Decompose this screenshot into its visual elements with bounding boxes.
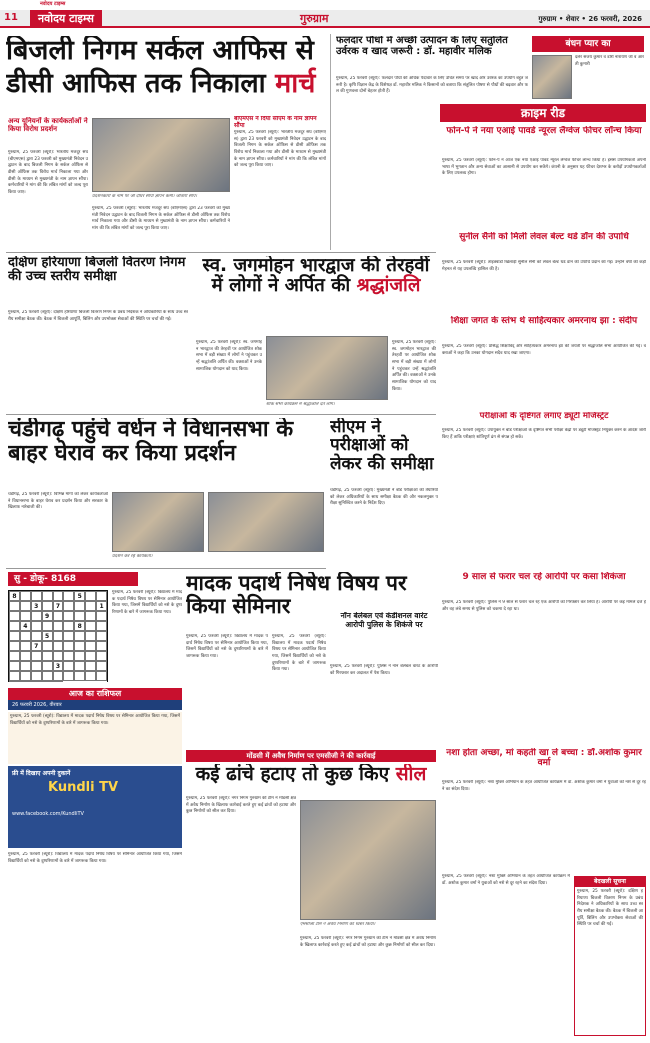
story1-bullet xyxy=(8,117,88,147)
story2-headline-text: फलदार पौधों में अच्छी उत्पादन के लिए संतुलित उर्वरक व खाद जरूरी : डॉ. महावीर मलिक xyxy=(336,36,508,57)
sudoku-cell xyxy=(96,611,107,621)
sudoku-cell xyxy=(85,671,96,681)
sudoku-cell xyxy=(20,681,31,682)
sudoku-cell: 9 xyxy=(42,611,53,621)
sudoku-cell xyxy=(85,621,96,631)
ad-brand: Kundli TV xyxy=(48,780,119,795)
story7 xyxy=(330,418,438,484)
sudoku-cell xyxy=(96,591,107,601)
sudoku-grid xyxy=(8,590,108,682)
sudoku-cell xyxy=(9,621,20,631)
sudoku-cell xyxy=(9,601,20,611)
sudoku-cell xyxy=(20,611,31,621)
crime2 xyxy=(442,232,646,258)
sudoku-cell xyxy=(85,641,96,651)
sudoku-cell xyxy=(42,651,53,661)
sudoku-cell xyxy=(85,591,96,601)
notice-body: गुरुग्राम, 25 फरवरी (ब्यूरो): दक्षिण हरियाणा बिजली वितरण निगम के प्रबंध निदेशक ने अधिकारियों के साथ उच्च स्तरीय समीक्षा बैठक की। बैठक में बिजली आपूर्ति, बिलिंग और उपभोक्ता सेवाओं की स्थिति पर चर्चा की गई। xyxy=(577,889,643,928)
sudoku-cell xyxy=(9,641,20,651)
sudoku-cell xyxy=(74,651,85,661)
divider xyxy=(330,34,331,250)
story8-body: गुरुग्राम, 25 फरवरी (ब्यूरो): पुलिस ने नॉन बेलेबल वारंट के आरोपी को गिरफ्तार कर अदालत में पेश किया। xyxy=(330,664,438,676)
sudoku-cell xyxy=(74,661,85,671)
sudoku-cell xyxy=(20,591,31,601)
story6-caption: प्रदर्शन कर रहे कार्यकर्ता। xyxy=(112,554,153,559)
sudoku-cell xyxy=(74,601,85,611)
crime1-headline: फोन-पे ने नया एआई पावर्ड न्यूरल लैंग्वेज फीचर लॉन्च किया xyxy=(446,126,642,136)
sudoku-cell xyxy=(31,661,42,671)
divider xyxy=(6,568,326,569)
sudoku-cell xyxy=(63,671,74,681)
crime4-headline: परीक्षाओं के दृष्टिगत लगाए ड्यूटी मजिस्ट्रेट xyxy=(479,412,609,421)
sudoku-cell xyxy=(96,631,107,641)
story1-body: गुरुग्राम, 25 फरवरी (ब्यूरो): भारतीय मजदूर संघ (बीएमएस) द्वारा 23 फरवरी को मुख्यमंत्री निवेदन उद्घाटन के बाद बिजली निगम के सर्कल ऑफिस से डीसी ऑफिस तक विरोध मार्च निकाला गया और डीसी के माध्यम से मुख्यमंत्री के नाम ज्ञापन सौंपा। कर्मचारियों ने मांग की कि लंबित मांगों को जल्द पूरा किया जाए। xyxy=(8,150,88,195)
crime5-body: गुरुग्राम, 25 फरवरी (ब्यूरो): पुलिस ने 9 साल से फरार चल रहे एक आरोपी को गिरफ्तार कर लिया है। आरोपी पर कई मामले दर्ज हैं और वह लंबे समय से पुलिस को चकमा दे रहा था। xyxy=(442,600,646,612)
story10-headline-black: कई ढांचे हटाए तो कुछ किए xyxy=(195,764,396,785)
story1-headline-line2-black: डीसी आफिस तक निकाला xyxy=(6,68,276,100)
sudoku-cell xyxy=(42,661,53,671)
sudoku-cell: 4 xyxy=(20,621,31,631)
story1-subhead-text: बीएमएस ने दिया सीएम के नाम ज्ञापन सौंपा xyxy=(234,116,317,128)
sudoku-cell xyxy=(42,621,53,631)
sudoku-cell xyxy=(42,591,53,601)
story1-headline xyxy=(6,36,326,116)
sudoku-puzzle xyxy=(8,590,108,682)
sudoku-cell xyxy=(9,681,20,682)
sudoku-cell xyxy=(53,591,64,601)
sudoku-cell xyxy=(31,631,42,641)
sudoku-cell xyxy=(20,641,31,651)
sudoku-cell: 5 xyxy=(74,591,85,601)
story3-body: दलेर संजय कुमार व डोरी नारायण जी व आरती कुमारी xyxy=(575,55,644,67)
story10-caption: एमसीजी टीम ने अवैध निर्माण को ध्वस्त किया। xyxy=(300,922,376,927)
sudoku-cell xyxy=(31,591,42,601)
story5-caption: शोक सभा कार्यक्रम में श्रद्धांजलि देते लोग। xyxy=(266,402,335,407)
sudoku-cell xyxy=(31,651,42,661)
sudoku-cell xyxy=(74,611,85,621)
ad-heading: फ्री में दिखाए अपनी दुकानें xyxy=(12,770,71,777)
sudoku-cell xyxy=(31,681,42,682)
story8-headline: नॉन बेलेबल एवं कंडीशनल वारंट आरोपी पुलिस के शिकंजे पर xyxy=(340,612,428,629)
story1-photo-caption: प्रदर्शनकारी के नाम पर जी दीघर सौंपा ज्ञापन कर्मी। जीतारी सौंपे। xyxy=(92,194,197,199)
sudoku-label: सु - डोकू- 8168 xyxy=(14,574,77,584)
story5-headline-red: श्रद्धांजलि xyxy=(356,274,421,296)
date-line: गुरुग्राम • शेवार • 26 फरवरी, 2026 xyxy=(538,15,642,23)
crime6 xyxy=(442,748,646,776)
story3-banner xyxy=(532,36,644,52)
story1-body-col2: गुरुग्राम, 25 फरवरी (ब्यूरो): भारतीय मजदूर संघ (बीएमएस) द्वारा 23 फरवरी को मुख्यमंत्री निवेदन उद्घाटन के बाद बिजली निगम के सर्कल ऑफिस से डीसी ऑफिस तक विरोध मार्च निकाला गया और डीसी के माध्यम से मुख्यमंत्री के नाम ज्ञापन सौंपा। कर्मचारियों ने मांग की कि लंबित मांगों को जल्द पूरा किया जाए। xyxy=(92,206,230,231)
sudoku-cell xyxy=(53,641,64,651)
story8 xyxy=(330,612,438,662)
notice-box xyxy=(574,876,646,1036)
sudoku-cell: 3 xyxy=(31,601,42,611)
story5-headline xyxy=(196,256,436,296)
story10-body: गुरुग्राम, 25 फरवरी (ब्यूरो): नगर निगम गुरुग्राम की टीम ने मोंडसी क्षेत्र में अवैध निर्माण के खिलाफ कार्रवाई करते हुए कई ढांचों को हटाया और कुछ निर्माणों को सील कर दिया। xyxy=(186,796,296,815)
sudoku-cell xyxy=(85,631,96,641)
story5-headline-black: स्व. जगमोहन भारद्वाज की तेरहवीं में लोगों ने अर्पित की xyxy=(202,256,430,296)
story6 xyxy=(8,418,324,488)
story1-photo xyxy=(92,118,230,192)
sudoku-cell xyxy=(20,601,31,611)
story10-headline-red: सील xyxy=(395,764,427,785)
sudoku-cell xyxy=(9,611,20,621)
story10-banner: मोंडसी में अवैध निर्माण पर एमसीजी ने की कार्रवाई xyxy=(246,752,376,760)
story4-headline: दक्षिण हरियाणा बिजली वितरण निगम की उच्च स्तरीय समीक्षा xyxy=(8,256,186,285)
crime6-body-more: गुरुग्राम, 25 फरवरी (ब्यूरो): नशा मुक्ति अभियान के तहत आयोजित कार्यक्रम में डॉ. अशोक कुमार वर्मा ने युवाओं को नशे से दूर रहने का संदेश दिया। xyxy=(442,874,570,886)
story5-body-right: गुरुग्राम, 25 फरवरी (ब्यूरो): स्व. जगमोहन भारद्वाज की तेरहवीं पर आयोजित शोक सभा में बड़ी संख्या में लोगों ने पहुंचकर उन्हें श्रद्धांजलि अर्पित की। वक्ताओं ने उनके सामाजिक योगदान को याद किया। xyxy=(392,340,436,392)
sudoku-cell xyxy=(85,661,96,671)
story6-photo-2 xyxy=(208,492,324,552)
section-name: गुरुग्राम xyxy=(300,12,329,25)
sudoku-cell xyxy=(53,621,64,631)
crime2-body: गुरुग्राम, 25 फरवरी (ब्यूरो): ताइक्वांडो खिलाड़ी सुनील सैनी को लेवल बेल्ट थर्ड डॉन की उपाधि प्रदान की गई। उन्होंने वर्षों की कड़ी मेहनत से यह उपलब्धि हासिल की है। xyxy=(442,260,646,272)
divider xyxy=(6,414,436,415)
story3-photo xyxy=(532,55,572,99)
rashifal-title-bar xyxy=(8,688,182,700)
crime3-headline: शिक्षा जगत के स्तंभ थे साहित्यकार अमरनाथ झा : संदीप xyxy=(450,316,638,326)
sudoku-cell xyxy=(42,671,53,681)
sudoku-cell xyxy=(96,621,107,631)
sudoku-cell xyxy=(63,641,74,651)
sudoku-cell xyxy=(74,641,85,651)
sudoku-cell: 7 xyxy=(31,641,42,651)
masthead-tagline: नवोदय टाइम्स xyxy=(40,1,66,7)
story2-headline xyxy=(336,36,528,72)
story1-headline-line1: बिजली निगम सर्कल आफिस से xyxy=(6,36,314,66)
story10-banner-bar xyxy=(186,750,436,762)
crime3-body: गुरुग्राम, 25 फरवरी (ब्यूरो): प्रसिद्ध शिक्षाविद् और साहित्यकार अमरनाथ झा की जयंती पर श्रद्धांजलि सभा आयोजित की गई। वक्ताओं ने कहा कि उनका योगदान सदैव याद रखा जाएगा। xyxy=(442,344,646,356)
sudoku-cell xyxy=(96,671,107,681)
sudoku-cell xyxy=(42,601,53,611)
sudoku-cell xyxy=(9,651,20,661)
sudoku-cell xyxy=(42,641,53,651)
sudoku-cell xyxy=(53,611,64,621)
sudoku-cell xyxy=(63,631,74,641)
story1-headline-line2-red: मार्च xyxy=(275,68,316,100)
story1-body-col3: गुरुग्राम, 25 फरवरी (ब्यूरो): भारतीय मजदूर संघ (बीएमएस) द्वारा 23 फरवरी को मुख्यमंत्री निवेदन उद्घाटन के बाद बिजली निगम के सर्कल ऑफिस से डीसी ऑफिस तक विरोध मार्च निकाला गया और डीसी के माध्यम से मुख्यमंत्री के नाम ज्ञापन सौंपा। कर्मचारियों ने मांग की कि लंबित मांगों को जल्द पूरा किया जाए। xyxy=(234,130,326,169)
story7-body: चंडीगढ़, 25 फरवरी (ब्यूरो): मुख्यमंत्री ने बोर्ड परीक्षाओं की तैयारियों को लेकर अधिकारियों के साथ समीक्षा बैठक की और नकलमुक्त परीक्षा सुनिश्चित करने के निर्देश दिए। xyxy=(330,488,438,507)
crime1 xyxy=(442,126,646,156)
story5 xyxy=(196,256,436,336)
sudoku-cell: 7 xyxy=(53,601,64,611)
sudoku-cell xyxy=(63,621,74,631)
rashifal-body xyxy=(8,712,182,764)
story6-body: चंडीगढ़, 25 फरवरी (ब्यूरो): विभिन्न मांगों को लेकर कार्यकर्ताओं ने विधानसभा के बाहर घेराव कर प्रदर्शन किया और सरकार के खिलाफ नारेबाजी की। xyxy=(8,492,108,511)
crime-read-bar: क्राइम रीड xyxy=(440,104,646,122)
crime6-headline: नशा होता अच्छा, मां कहती खा ले बच्चा : डॉ.अशोक कुमार वर्मा xyxy=(446,748,642,769)
crime2-headline: सुनील सैनी को मिली लेवल बेल्ट थर्ड डॉन की उपाधि xyxy=(459,232,629,242)
sudoku-cell xyxy=(63,611,74,621)
sudoku-cell xyxy=(53,671,64,681)
story5-photo xyxy=(266,336,388,400)
sudoku-cell xyxy=(74,631,85,641)
crime6-body: गुरुग्राम, 25 फरवरी (ब्यूरो): नशा मुक्ति अभियान के तहत आयोजित कार्यक्रम में डॉ. अशोक कुमार वर्मा ने युवाओं को नशे से दूर रहने का संदेश दिया। xyxy=(442,780,646,792)
story1-subhead xyxy=(234,116,326,128)
sudoku-cell xyxy=(20,651,31,661)
masthead xyxy=(0,0,650,32)
story7-headline: सीएम ने परीक्षाओं को लेकर की समीक्षा xyxy=(330,418,434,474)
crime5-headline: 9 साल से फरार चल रहे आरोपी पर कसा शिकंजा xyxy=(462,572,626,582)
sudoku-rules: गुरुग्राम, 25 फरवरी (ब्यूरो): विद्यालय में मादक पदार्थ निषेध विषय पर सेमिनार आयोजित किया गया, जिसमें विद्यार्थियों को नशे के दुष्परिणामों के बारे में जागरूक किया गया। xyxy=(112,590,182,615)
divider xyxy=(6,252,436,253)
rashifal-date: 26 फरवरी 2026, वीरवार xyxy=(12,702,62,708)
sudoku-cell xyxy=(85,611,96,621)
story6-photo-1 xyxy=(112,492,204,552)
story6-headline: चंडीगढ़ पहुंचे वर्धन ने विधानसभा के बाहर घेराव कर किया प्रदर्शन xyxy=(8,418,294,466)
rashifal-title: आज का राशिफल xyxy=(68,689,122,698)
sudoku-cell xyxy=(96,651,107,661)
sudoku-cell xyxy=(63,591,74,601)
crime1-body: गुरुग्राम, 25 फरवरी (ब्यूरो): फोन-पे ने आज एक नया एआई पावर्ड न्यूरल लैंग्वेज फीचर लॉन्च किया है। इससे उपयोगकर्ता अपनी भाषा में भुगतान और अन्य सेवाओं का आसानी से उपयोग कर सकेंगे। कंपनी के अनुसार यह फीचर देशभर के करोड़ों उपयोगकर्ताओं के लिए उपलब्ध होगा। xyxy=(442,158,646,177)
sudoku-cell xyxy=(53,651,64,661)
sudoku-cell xyxy=(20,661,31,671)
sudoku-cell xyxy=(20,671,31,681)
story1-bullet-text: अन्य यूनियनों के कार्यकर्ताओं ने किया विरोध प्रदर्शन xyxy=(8,117,88,134)
rashifal-date-bar xyxy=(8,700,182,710)
sudoku-cell xyxy=(31,621,42,631)
crime4-body: गुरुग्राम, 25 फरवरी (ब्यूरो): उपायुक्त ने बोर्ड परीक्षाओं के दृष्टिगत सभी परीक्षा केंद्रों पर ड्यूटी मजिस्ट्रेट नियुक्त करने के आदेश जारी किए हैं ताकि परीक्षाएं शांतिपूर्ण ढंग से संपन्न हो सकें। xyxy=(442,428,646,440)
crime5 xyxy=(442,572,646,598)
kundli-ad[interactable] xyxy=(8,766,182,848)
sudoku-cell xyxy=(9,631,20,641)
sudoku-cell: 1 xyxy=(96,601,107,611)
story9-body-more: गुरुग्राम, 25 फरवरी (ब्यूरो): विद्यालय में मादक पदार्थ निषेध विषय पर सेमिनार आयोजित किया गया, जिसमें विद्यार्थियों को नशे के दुष्परिणामों के बारे में जागरूक किया गया। xyxy=(8,852,182,864)
rashifal-text: गुरुग्राम, 25 फरवरी (ब्यूरो): विद्यालय में मादक पदार्थ निषेध विषय पर सेमिनार आयोजित किया गया, जिसमें विद्यार्थियों को नशे के दुष्परिणामों के बारे में जागरूक किया गया। xyxy=(10,714,180,726)
sudoku-cell xyxy=(63,601,74,611)
sudoku-cell xyxy=(9,661,20,671)
crime4 xyxy=(442,412,646,426)
story10-photo xyxy=(300,800,436,920)
sudoku-cell xyxy=(20,631,31,641)
sudoku-cell xyxy=(9,671,20,681)
sudoku-cell xyxy=(96,641,107,651)
story4 xyxy=(8,256,188,308)
story4-body: गुरुग्राम, 25 फरवरी (ब्यूरो): दक्षिण हरियाणा बिजली वितरण निगम के प्रबंध निदेशक ने अधिकारियों के साथ उच्च स्तरीय समीक्षा बैठक की। बैठक में बिजली आपूर्ति, बिलिंग और उपभोक्ता सेवाओं की स्थिति पर चर्चा की गई। xyxy=(8,310,188,322)
story3-headline: बंधन प्यार का xyxy=(565,39,611,49)
story2-body: गुरुग्राम, 25 फरवरी (ब्यूरो): फलदार पौधों की अधिक पैदावार के लिए उचित समय पर खाद और उर्वरक का उपयोग बहुत जरूरी है। कृषि विज्ञान केंद्र के विशेषज्ञ डॉ. महावीर मलिक ने किसानों को बताया कि संतुलित पोषण से पौधों की बढ़वार और फल की गुणवत्ता दोनों बेहतर होती हैं। xyxy=(336,76,528,95)
sudoku-cell xyxy=(53,631,64,641)
story5-body-left: गुरुग्राम, 25 फरवरी (ब्यूरो): स्व. जगमोहन भारद्वाज की तेरहवीं पर आयोजित शोक सभा में बड़ी संख्या में लोगों ने पहुंचकर उन्हें श्रद्धांजलि अर्पित की। वक्ताओं ने उनके सामाजिक योगदान को याद किया। xyxy=(196,340,262,372)
story9-body-col2: गुरुग्राम, 25 फरवरी (ब्यूरो): विद्यालय में मादक पदार्थ निषेध विषय पर सेमिनार आयोजित किया गया, जिसमें विद्यार्थियों को नशे के दुष्परिणामों के बारे में जागरूक किया गया। xyxy=(272,634,326,673)
sudoku-cell xyxy=(31,611,42,621)
sudoku-cell xyxy=(31,671,42,681)
page-number: 11 xyxy=(4,12,18,23)
sudoku-cell: 5 xyxy=(42,631,53,641)
sudoku-cell xyxy=(63,651,74,661)
sudoku-cell xyxy=(53,681,64,682)
sudoku-cell: 8 xyxy=(74,621,85,631)
story10-headline xyxy=(186,764,436,785)
ad-facebook-link[interactable]: www.facebook.com/KundliTV xyxy=(12,811,84,817)
sudoku-cell xyxy=(96,661,107,671)
crime3 xyxy=(442,316,646,342)
sudoku-label-bar xyxy=(8,572,138,586)
notice-title: बेदखली सूचना xyxy=(575,877,645,887)
sudoku-cell: 8 xyxy=(9,591,20,601)
sudoku-cell: 3 xyxy=(53,661,64,671)
story10 xyxy=(186,764,436,792)
sudoku-cell xyxy=(74,671,85,681)
masthead-brand: नवोदय टाइम्स xyxy=(30,10,102,28)
story1-headline-line2 xyxy=(6,69,326,98)
sudoku-cell xyxy=(42,681,53,682)
story9-headline: मादक पदार्थ निषेध विषय पर किया सेमिनार xyxy=(186,572,407,618)
sudoku-cell xyxy=(85,601,96,611)
story10-body-col2: गुरुग्राम, 25 फरवरी (ब्यूरो): नगर निगम गुरुग्राम की टीम ने मोंडसी क्षेत्र में अवैध निर्माण के खिलाफ कार्रवाई करते हुए कई ढांचों को हटाया और कुछ निर्माणों को सील कर दिया। xyxy=(300,936,436,948)
sudoku-cell xyxy=(85,651,96,661)
sudoku-cell xyxy=(63,661,74,671)
story9-body: गुरुग्राम, 25 फरवरी (ब्यूरो): विद्यालय में मादक पदार्थ निषेध विषय पर सेमिनार आयोजित किया गया, जिसमें विद्यार्थियों को नशे के दुष्परिणामों के बारे में जागरूक किया गया। xyxy=(186,634,268,659)
